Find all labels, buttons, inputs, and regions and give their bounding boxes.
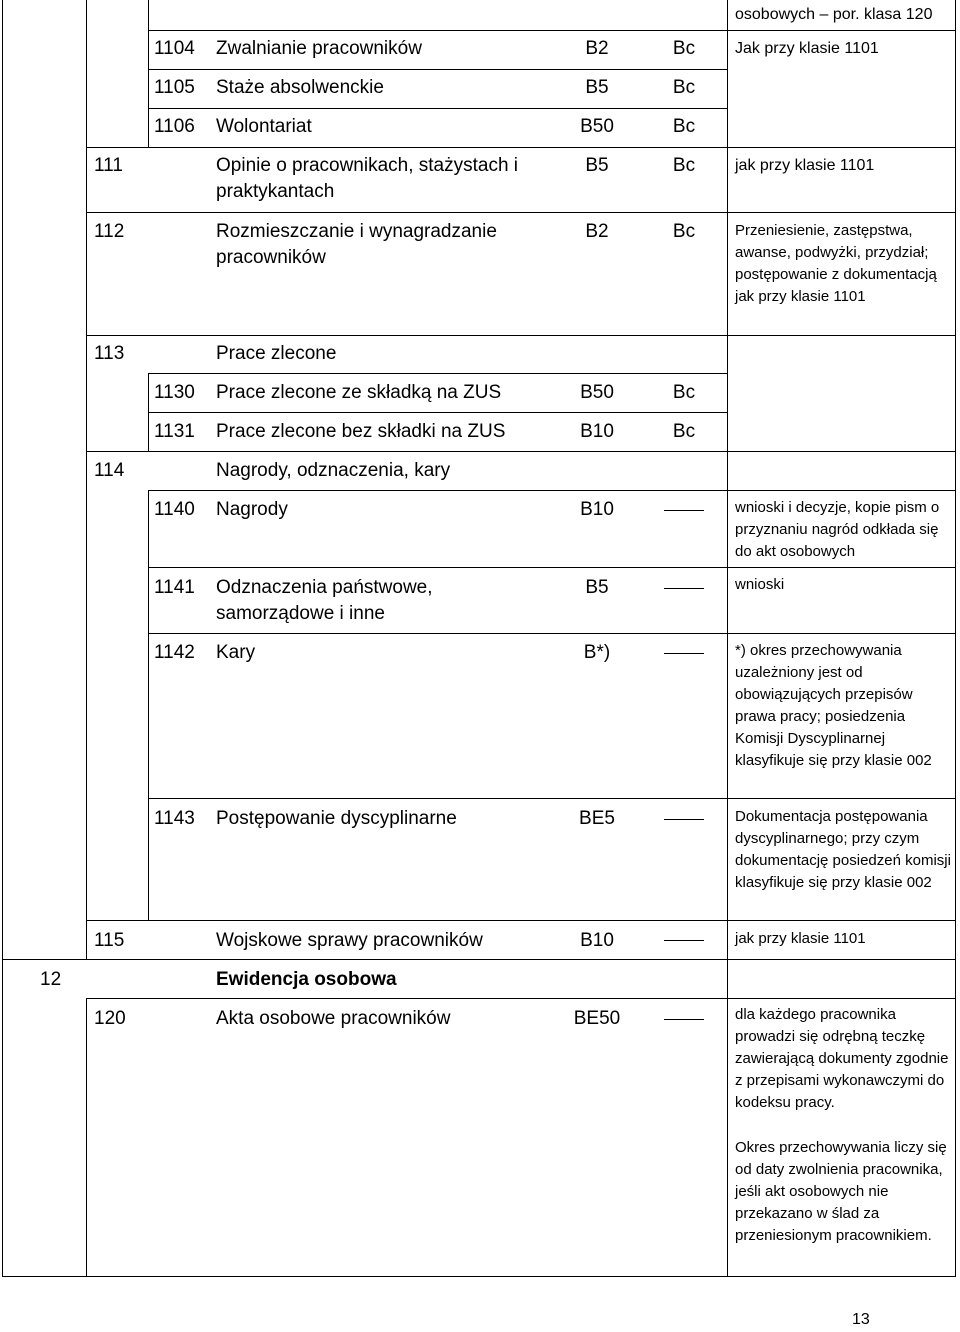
table-border-bottom [2, 1276, 956, 1277]
row-code: 1142 [154, 642, 195, 663]
col-divider [86, 998, 87, 1276]
row-divider [86, 998, 956, 999]
row-note: *) okres przechowywania uzależniony jest od obowiązujących przepisów prawa pracy; posiedzenia Komisji Dyscyplinarnej klasyfikuje się przy klasie 002 [735, 642, 932, 769]
row-name: Nagrody, odznaczenia, kary [216, 460, 451, 481]
row-name: Staże absolwenckie [216, 77, 384, 98]
row-divider [148, 490, 956, 491]
row-category-dash [664, 510, 704, 511]
col-divider [86, 0, 87, 959]
row-symbol: B5 [585, 577, 609, 598]
row-divider [86, 212, 956, 213]
row-symbol: B5 [585, 77, 609, 98]
row-note: wnioski [735, 576, 785, 593]
row-code: 1106 [154, 116, 195, 137]
row-divider [86, 335, 956, 336]
row-category-dash [664, 588, 704, 589]
table-border-left [2, 0, 3, 1276]
row-code: 1105 [154, 77, 195, 98]
row-note: jak przy klasie 1101 [735, 930, 866, 947]
row-divider [148, 633, 956, 634]
row-divider [148, 373, 728, 374]
row-code: 111 [94, 155, 123, 176]
row-divider [2, 959, 956, 960]
row-name: Prace zlecone bez składki na ZUS [216, 421, 506, 442]
row-divider [148, 798, 956, 799]
top-line-right [727, 30, 956, 31]
row-name: Zwalnianie pracowników [216, 38, 422, 59]
row-divider [148, 412, 728, 413]
row-note: Przeniesienie, zastępstwa, awanse, podwyżki, przydział; postępowanie z dokumentacją jak przy klasie 1101 [735, 222, 937, 305]
row-note: dla każdego pracownika prowadzi się odrębną teczkę zawierającą dokumenty zgodnie z przepisami wykonawczymi do kodeksu pracy. [735, 1006, 949, 1111]
row-name: Prace zlecone ze składką na ZUS [216, 382, 502, 403]
row-code: 1141 [154, 577, 195, 598]
row-category: Bc [672, 421, 696, 442]
row-code: 12 [40, 969, 62, 990]
row-symbol: B2 [585, 38, 609, 59]
row-code: 1104 [154, 38, 195, 59]
row-name: Wolontariat [216, 116, 312, 137]
row-name: Rozmieszczanie i wynagradzanie pracowników [216, 221, 497, 268]
row-code: 1130 [154, 382, 195, 403]
row-code: 112 [94, 221, 125, 242]
row-name: Nagrody [216, 499, 288, 520]
row-category: Bc [672, 116, 696, 137]
row-divider [86, 451, 956, 452]
row-category: Bc [672, 77, 696, 98]
row-note: jak przy klasie 1101 [735, 157, 875, 174]
row-category-dash [664, 653, 704, 654]
row-name: Prace zlecone [216, 343, 337, 364]
row-name: Kary [216, 642, 256, 663]
row-name: Postępowanie dyscyplinarne [216, 808, 457, 829]
row-note: Dokumentacja postępowania dyscyplinarnego; przy czym dokumentację posiedzeń komisji klasyfikuje się przy klasie 002 [735, 808, 951, 891]
row-name: Ewidencja osobowa [216, 969, 397, 990]
row-divider [148, 567, 956, 568]
row-symbol: B50 [580, 116, 614, 137]
col-divider [148, 0, 149, 147]
row-symbol: B2 [585, 221, 609, 242]
row-category: Bc [672, 38, 696, 59]
row-category-dash [664, 940, 704, 941]
row-category-dash [664, 819, 704, 820]
row-code: 1131 [154, 421, 195, 442]
row-code: 1140 [154, 499, 195, 520]
row-code: 114 [94, 460, 125, 481]
page-number: 13 [852, 1311, 870, 1328]
row-note: Jak przy klasie 1101 [735, 40, 879, 57]
row-symbol: B5 [585, 155, 609, 176]
row-category: Bc [672, 221, 696, 242]
row-symbol: BE50 [573, 1008, 621, 1029]
row-category: Bc [672, 382, 696, 403]
row-symbol: B10 [580, 421, 614, 442]
row-name: Odznaczenia państwowe, samorządowe i inne [216, 577, 433, 624]
row-note-continued: Okres przechowywania liczy się od daty zwolnienia pracownika, jeśli akt osobowych nie przekazano w ślad za przeniesionym pracownikiem. [735, 1139, 947, 1244]
table-border-right [955, 0, 956, 1276]
row-name: Wojskowe sprawy pracowników [216, 930, 483, 951]
row-code: 1143 [154, 808, 195, 829]
row-symbol: BE5 [579, 808, 615, 829]
row-code: 113 [94, 343, 125, 364]
row-symbol: B10 [580, 930, 614, 951]
row-divider [86, 920, 956, 921]
col-divider [148, 373, 149, 451]
header-note: osobowych – por. klasa 120 [735, 6, 933, 23]
row-category: Bc [672, 155, 696, 176]
row-name: Akta osobowe pracowników [216, 1008, 451, 1029]
row-note: wnioski i decyzje, kopie pism o przyznaniu nagród odkłada się do akt osobowych [735, 499, 940, 560]
col-divider [148, 490, 149, 920]
row-divider [148, 69, 728, 70]
row-divider [148, 108, 728, 109]
note-column-divider [727, 0, 728, 1276]
row-symbol: B*) [583, 642, 611, 663]
row-code: 120 [94, 1008, 126, 1029]
row-symbol: B50 [580, 382, 614, 403]
row-divider [86, 147, 956, 148]
row-divider [148, 30, 728, 31]
row-code: 115 [94, 930, 125, 951]
row-symbol: B10 [580, 499, 614, 520]
row-category-dash [664, 1019, 704, 1020]
row-name: Opinie o pracownikach, stażystach i praktykantach [216, 155, 519, 202]
